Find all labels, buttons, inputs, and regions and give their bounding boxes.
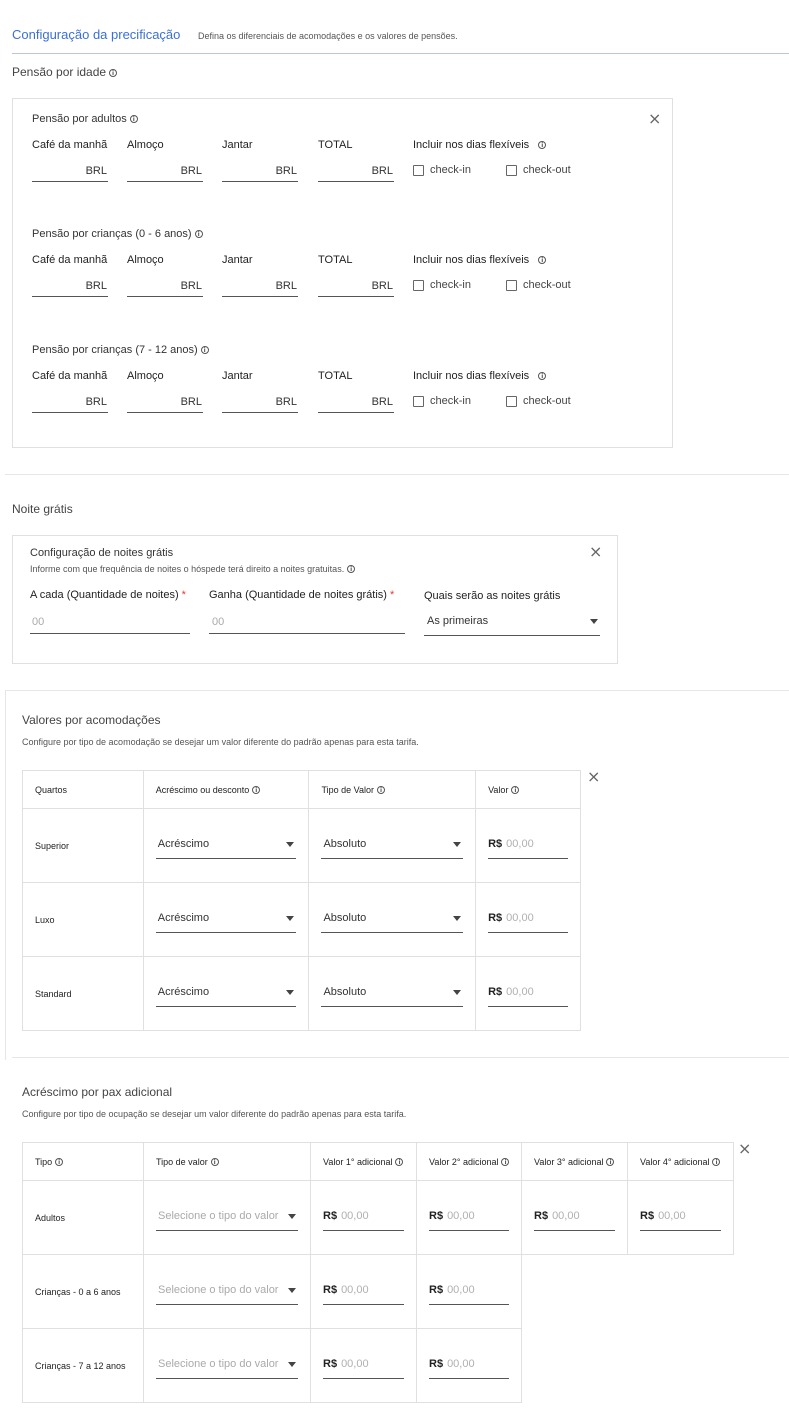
- pax-desc: Configure por tipo de ocupação se desejar um valor diferente do padrão apenas para esta tarifa.: [22, 1109, 407, 1119]
- pensao-price-input[interactable]: BRL: [32, 164, 108, 182]
- pax-valor-input[interactable]: R$ 00,00: [429, 1353, 509, 1379]
- pensao-group-title: Pensão por adultos i: [32, 113, 138, 125]
- pax-cell: [416, 1254, 522, 1329]
- pax-cell: [22, 1180, 144, 1255]
- divider: [12, 1057, 789, 1058]
- info-icon: i: [109, 69, 117, 77]
- divider: [5, 474, 789, 475]
- pensao-col-label: TOTAL: [318, 254, 353, 266]
- info-icon: i: [130, 115, 138, 123]
- pensao-col-label: Café da manhã: [32, 139, 108, 151]
- valor-input[interactable]: R$ 00,00: [488, 833, 568, 859]
- pax-cell: [143, 1254, 311, 1329]
- chevron-down-icon: [453, 842, 461, 847]
- acrescimo-select[interactable]: Acréscimo: [156, 981, 297, 1007]
- info-icon: i: [195, 230, 203, 238]
- chevron-down-icon: [286, 842, 294, 847]
- info-icon: i: [347, 565, 355, 573]
- table-header-row: [23, 771, 581, 809]
- pax-cell: [416, 1180, 522, 1255]
- pax-cell: [310, 1254, 417, 1329]
- a-cada-input[interactable]: 00: [30, 612, 190, 634]
- pensao-col-label: Jantar: [222, 139, 253, 151]
- chevron-down-icon: [286, 990, 294, 995]
- info-icon: i: [55, 1158, 63, 1166]
- info-icon: i: [211, 1158, 219, 1166]
- chevron-down-icon: [453, 990, 461, 995]
- col-acrescimo: Acréscimo ou desconto i: [143, 771, 309, 809]
- pensao-price-input[interactable]: BRL: [127, 279, 203, 297]
- valor-input[interactable]: R$ 00,00: [488, 981, 568, 1007]
- pax-valor-input[interactable]: R$ 00,00: [640, 1205, 721, 1231]
- checkin-checkbox[interactable]: check-in: [413, 395, 471, 407]
- tipo-valor-select[interactable]: Absoluto: [321, 981, 463, 1007]
- flex-days-label: Incluir nos dias flexíveis i: [413, 254, 546, 266]
- pax-type-label: Adultos: [35, 1213, 66, 1223]
- pax-header-cell: Valor 1° adicional i: [310, 1142, 417, 1181]
- info-icon: i: [252, 786, 260, 794]
- pensao-price-input[interactable]: BRL: [127, 395, 203, 413]
- tipo-valor-select[interactable]: Absoluto: [321, 907, 463, 933]
- pensao-price-input[interactable]: BRL: [32, 395, 108, 413]
- pax-valor-input[interactable]: R$ 00,00: [323, 1205, 404, 1231]
- pensao-col-label: Almoço: [127, 254, 164, 266]
- pensao-group-title: Pensão por crianças (0 - 6 anos) i: [32, 228, 203, 240]
- close-icon[interactable]: ×: [589, 542, 603, 561]
- flex-days-label: Incluir nos dias flexíveis i: [413, 139, 546, 151]
- close-icon[interactable]: ×: [738, 1139, 752, 1158]
- info-icon: i: [538, 372, 546, 380]
- pax-cell: [22, 1328, 144, 1403]
- noite-box-desc: Informe com que frequência de noites o hóspede terá direito a noites gratuitas. i: [30, 564, 355, 574]
- chevron-down-icon: [590, 619, 598, 624]
- pensao-group-title: Pensão por crianças (7 - 12 anos) i: [32, 344, 209, 356]
- pax-cell: [521, 1180, 628, 1255]
- checkin-checkbox[interactable]: check-in: [413, 164, 471, 176]
- acomodacoes-table: [22, 770, 581, 1031]
- room-name: Standard: [23, 957, 144, 1031]
- chevron-down-icon: [453, 916, 461, 921]
- table-row: [23, 957, 581, 1031]
- valor-input[interactable]: R$ 00,00: [488, 907, 568, 933]
- pensao-col-label: Jantar: [222, 370, 253, 382]
- pensao-col-label: TOTAL: [318, 370, 353, 382]
- checkbox-icon: [506, 396, 517, 407]
- info-icon: i: [511, 786, 519, 794]
- pensao-price-input[interactable]: BRL: [222, 279, 298, 297]
- chevron-down-icon: [288, 1362, 296, 1367]
- acrescimo-select[interactable]: Acréscimo: [156, 907, 297, 933]
- pax-valor-input[interactable]: R$ 00,00: [323, 1353, 404, 1379]
- table-row: [23, 809, 581, 883]
- col-tipo-valor: Tipo de Valor i: [309, 771, 476, 809]
- page-subtitle: Defina os diferenciais de acomodações e os valores de pensões.: [198, 31, 458, 41]
- pax-cell: [22, 1254, 144, 1329]
- pax-section-title: Acréscimo por pax adicional: [22, 1085, 173, 1099]
- pensao-price-input[interactable]: BRL: [222, 395, 298, 413]
- checkin-checkbox[interactable]: check-in: [413, 279, 471, 291]
- room-name: Superior: [23, 809, 144, 883]
- pensao-col-label: Almoço: [127, 370, 164, 382]
- info-icon: i: [201, 346, 209, 354]
- checkout-checkbox[interactable]: check-out: [506, 395, 571, 407]
- pax-cell: [627, 1180, 734, 1255]
- close-icon[interactable]: ×: [648, 109, 662, 128]
- pensao-price-input[interactable]: BRL: [222, 164, 298, 182]
- pensao-col-label: TOTAL: [318, 139, 353, 151]
- pax-cell: [143, 1328, 311, 1403]
- close-icon[interactable]: ×: [587, 767, 601, 786]
- pax-valor-input[interactable]: R$ 00,00: [429, 1279, 509, 1305]
- pax-tipo-valor-select[interactable]: Selecione o tipo do valor: [156, 1205, 298, 1231]
- field-ganha-label: Ganha (Quantidade de noites grátis) *: [209, 589, 395, 601]
- pax-valor-input[interactable]: R$ 00,00: [429, 1205, 509, 1231]
- pax-type-label: Crianças - 7 a 12 anos: [35, 1361, 126, 1371]
- page-title: Configuração da precificação: [12, 27, 181, 42]
- pax-header-cell: Tipo i: [22, 1142, 144, 1181]
- chevron-down-icon: [288, 1214, 296, 1219]
- pensao-col-label: Almoço: [127, 139, 164, 151]
- chevron-down-icon: [288, 1288, 296, 1293]
- info-icon: i: [377, 786, 385, 794]
- pax-cell: [143, 1180, 311, 1255]
- pax-header-cell: Valor 3° adicional i: [521, 1142, 628, 1181]
- pax-header-cell: Valor 2° adicional i: [416, 1142, 522, 1181]
- pax-header-cell: Valor 4° adicional i: [627, 1142, 734, 1181]
- pax-type-label: Crianças - 0 a 6 anos: [35, 1287, 121, 1297]
- info-icon: i: [395, 1158, 403, 1166]
- info-icon: i: [606, 1158, 614, 1166]
- pax-tipo-valor-select[interactable]: Selecione o tipo do valor: [156, 1353, 298, 1379]
- noite-section-title: Noite grátis: [12, 502, 73, 516]
- divider-vertical: [5, 690, 6, 1060]
- col-quartos: Quartos: [23, 771, 144, 809]
- pax-cell: [310, 1180, 417, 1255]
- checkbox-icon: [413, 165, 424, 176]
- quais-noites-select[interactable]: As primeiras: [424, 610, 600, 636]
- chevron-down-icon: [286, 916, 294, 921]
- field-quais-label: Quais serão as noites grátis: [424, 590, 561, 602]
- checkout-checkbox[interactable]: check-out: [506, 279, 571, 291]
- checkbox-icon: [413, 396, 424, 407]
- checkout-checkbox[interactable]: check-out: [506, 164, 571, 176]
- divider: [5, 690, 789, 691]
- field-a-cada-label: A cada (Quantidade de noites) *: [30, 589, 186, 601]
- acrescimo-select[interactable]: Acréscimo: [156, 833, 297, 859]
- pensao-col-label: Café da manhã: [32, 254, 108, 266]
- checkbox-icon: [506, 280, 517, 291]
- ganha-input[interactable]: 00: [209, 612, 405, 634]
- tipo-valor-select[interactable]: Absoluto: [321, 833, 463, 859]
- pensao-section-title: Pensão por idade i: [12, 65, 117, 79]
- pensao-price-input[interactable]: BRL: [318, 395, 394, 413]
- pensao-col-label: Jantar: [222, 254, 253, 266]
- table-row: [23, 883, 581, 957]
- col-valor: Valor i: [476, 771, 581, 809]
- pax-cell: [416, 1328, 522, 1403]
- pensao-price-input[interactable]: BRL: [318, 164, 394, 182]
- pensao-price-input[interactable]: BRL: [32, 279, 108, 297]
- acomodacoes-section-title: Valores por acomodações: [22, 713, 161, 727]
- checkbox-icon: [413, 280, 424, 291]
- noite-box-title: Configuração de noites grátis: [30, 547, 174, 559]
- info-icon: i: [501, 1158, 509, 1166]
- header-divider: [12, 53, 789, 54]
- info-icon: i: [712, 1158, 720, 1166]
- acomodacoes-desc: Configure por tipo de acomodação se desejar um valor diferente do padrão apenas para esta tarifa.: [22, 737, 419, 747]
- pensao-col-label: Café da manhã: [32, 370, 108, 382]
- pax-tipo-valor-select[interactable]: Selecione o tipo do valor: [156, 1279, 298, 1305]
- pensao-price-input[interactable]: BRL: [127, 164, 203, 182]
- pensao-price-input[interactable]: BRL: [318, 279, 394, 297]
- pax-valor-input[interactable]: R$ 00,00: [323, 1279, 404, 1305]
- info-icon: i: [538, 141, 546, 149]
- checkbox-icon: [506, 165, 517, 176]
- pax-valor-input[interactable]: R$ 00,00: [534, 1205, 615, 1231]
- pax-cell: [310, 1328, 417, 1403]
- info-icon: i: [538, 256, 546, 264]
- flex-days-label: Incluir nos dias flexíveis i: [413, 370, 546, 382]
- room-name: Luxo: [23, 883, 144, 957]
- pax-header-cell: Tipo de valor i: [143, 1142, 311, 1181]
